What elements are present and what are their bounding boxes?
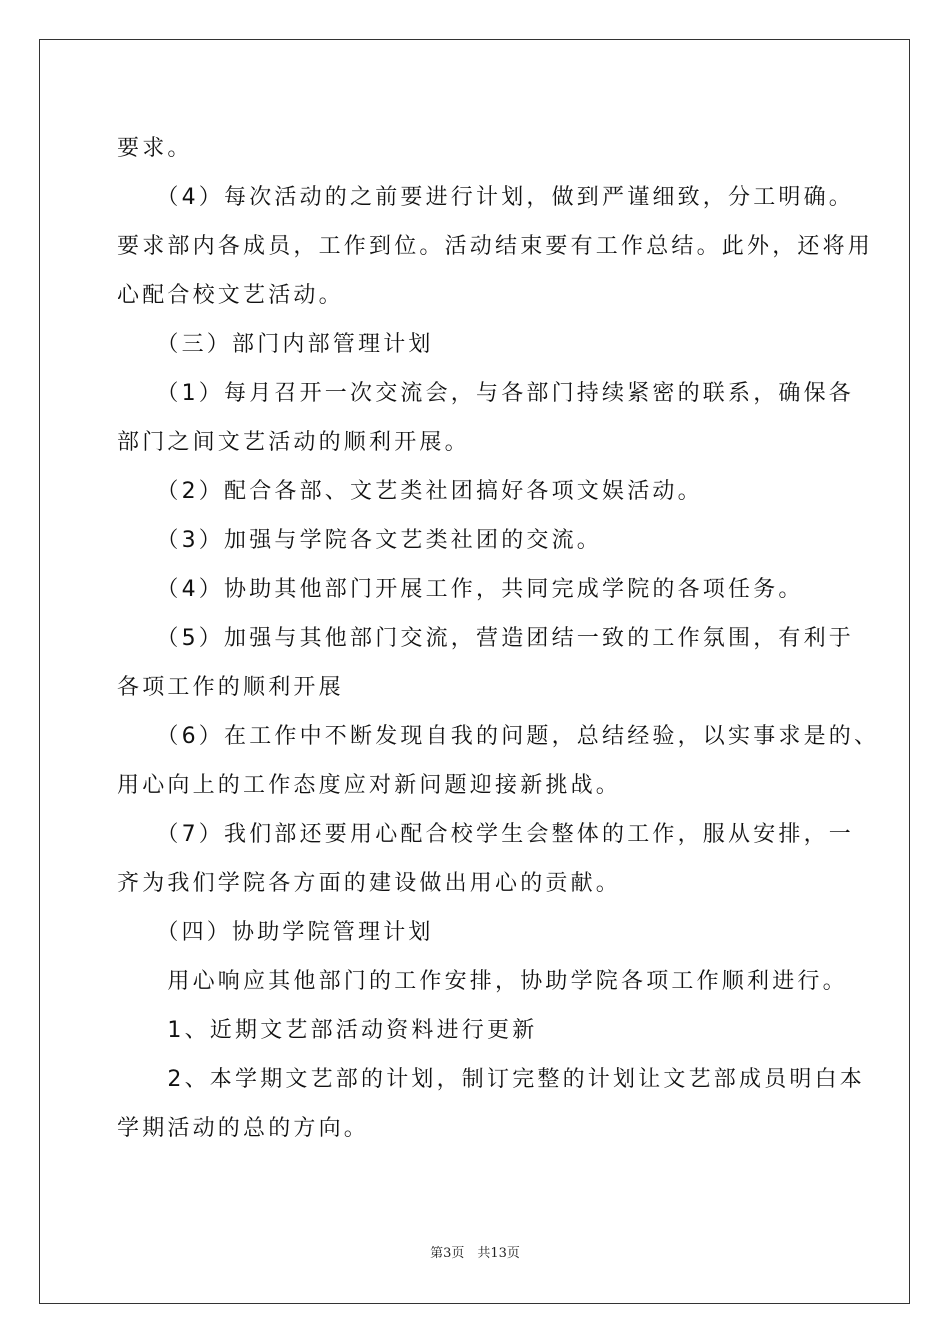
text-line: 要求。: [117, 136, 193, 161]
text-line: 用心响应其他部门的工作安排，协助学院各项工作顺利进行。: [117, 969, 848, 994]
text-line: （6）在工作中不断发现自我的问题，总结经验，以实事求是的、: [117, 724, 880, 749]
section-heading: （三）部门内部管理计划: [117, 332, 434, 357]
text-line: 各项工作的顺利开展: [117, 675, 344, 700]
text-line: 要求部内各成员，工作到位。活动结束要有工作总结。此外，还将用: [117, 234, 874, 259]
text-line: 2、本学期文艺部的计划，制订完整的计划让文艺部成员明白本: [117, 1067, 865, 1092]
text-line: 齐为我们学院各方面的建设做出用心的贡献。: [117, 871, 622, 896]
text-line: （5）加强与其他部门交流，营造团结一致的工作氛围，有利于: [117, 626, 854, 651]
text-line: （2）配合各部、文艺类社团搞好各项文娱活动。: [117, 479, 703, 504]
text-line: 心配合校文艺活动。: [117, 283, 344, 308]
text-line: 1、近期文艺部活动资料进行更新: [117, 1018, 538, 1043]
page-number-footer: 第3页 共13页: [430, 1246, 520, 1261]
text-line: （4）协助其他部门开展工作，共同完成学院的各项任务。: [117, 577, 804, 602]
document-body: [117, 124, 880, 1153]
text-line: （3）加强与学院各文艺类社团的交流。: [117, 528, 602, 553]
text-line: 用心向上的工作态度应对新问题迎接新挑战。: [117, 773, 622, 798]
text-line: 部门之间文艺活动的顺利开展。: [117, 430, 470, 455]
text-line: （7）我们部还要用心配合校学生会整体的工作，服从安排，一: [117, 822, 854, 847]
text-line: （1）每月召开一次交流会，与各部门持续紧密的联系，确保各: [117, 381, 854, 406]
section-heading: （四）协助学院管理计划: [117, 920, 434, 945]
text-line: （4）每次活动的之前要进行计划，做到严谨细致，分工明确。: [117, 185, 854, 210]
text-line: 学期活动的总的方向。: [117, 1116, 370, 1141]
